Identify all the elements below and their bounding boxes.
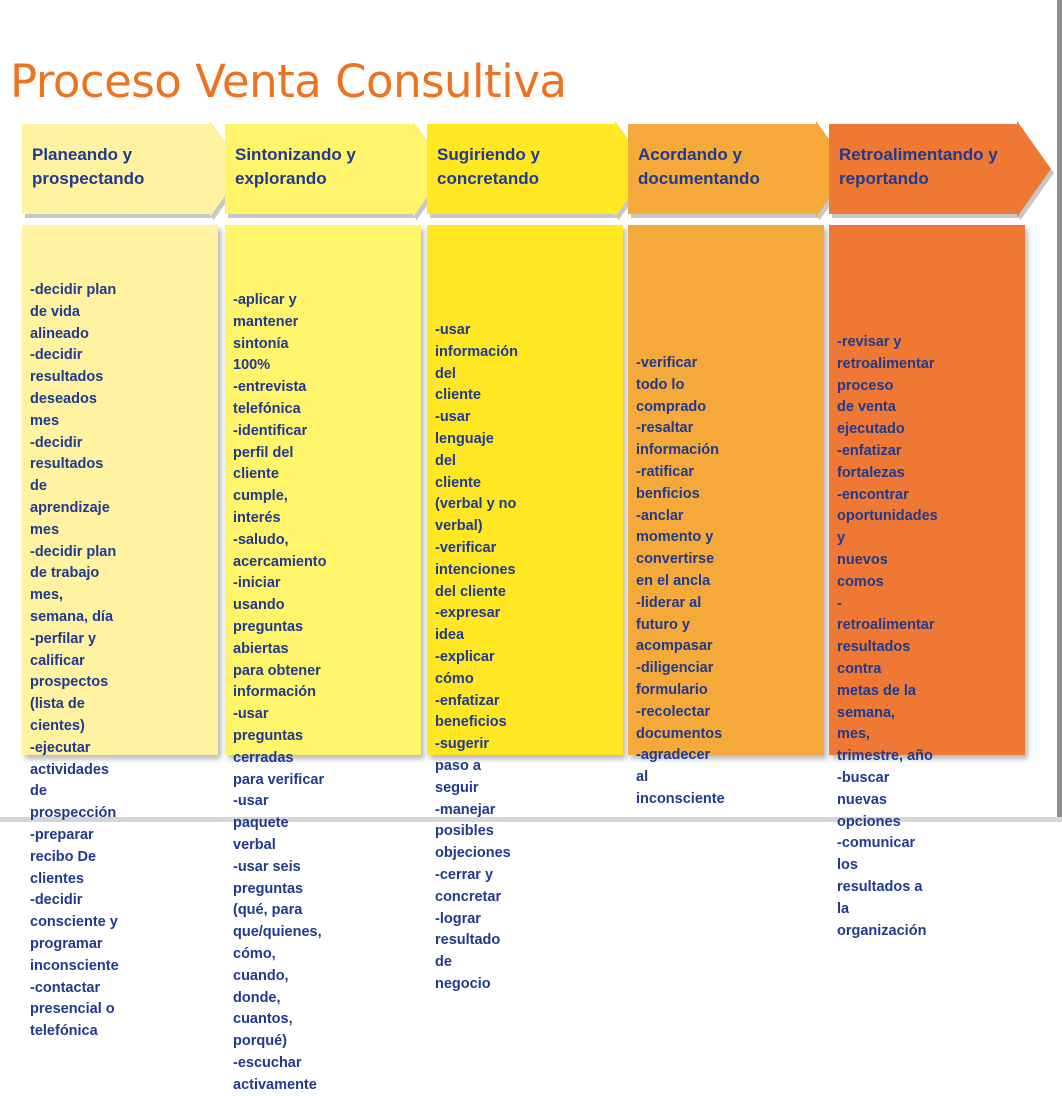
list-item: -encontrar <box>837 486 909 503</box>
stage-heading-line: prospectando <box>32 169 145 188</box>
list-item: -usar preguntas <box>233 706 304 744</box>
window-frame-right <box>1057 0 1062 822</box>
list-item: -verificar todo lo <box>636 355 698 393</box>
list-item: -diligenciar formulario <box>636 660 714 698</box>
list-item: inconsciente <box>30 957 119 974</box>
list-item: -verificar intenciones <box>435 539 516 578</box>
list-item: -saludo, acercamiento <box>233 531 327 570</box>
list-item: -decidir resultados <box>30 347 104 386</box>
list-item: negocio <box>435 975 491 992</box>
stage-heading-line: reportando <box>839 169 929 188</box>
list-item: oportunidades y <box>837 508 938 547</box>
list-item: -ratificar benficios <box>636 463 700 502</box>
stage-item-list <box>636 353 725 811</box>
list-item: mes, semana, día <box>30 587 114 625</box>
stage-heading <box>638 143 760 191</box>
list-item: acompasar <box>636 638 713 655</box>
list-item: cliente (verbal y no <box>435 474 517 513</box>
list-item: cómo, cuando, donde, <box>233 945 289 1006</box>
stage-heading-line: Sintonizando y <box>235 145 356 164</box>
list-item: resultados a la <box>837 878 923 917</box>
list-item: -anclar momento y <box>636 507 714 546</box>
list-item: -contactar presencial o <box>30 979 115 1018</box>
list-item: documentos <box>636 725 723 742</box>
list-item: -manejar posibles <box>435 801 496 840</box>
list-item: -expresar idea <box>435 605 501 644</box>
list-item: -lograr resultado de <box>435 910 501 971</box>
stage-heading-line: Sugiriendo y <box>437 145 540 164</box>
list-item: organización <box>837 922 927 939</box>
list-item: -enfatizar fortalezas <box>837 442 905 481</box>
stage-item-list <box>435 320 518 996</box>
list-item: cerradas para verificar <box>233 749 325 788</box>
list-item: -iniciar usando <box>233 575 285 614</box>
list-item: -decidir consciente y <box>30 892 118 931</box>
list-item: preguntas abiertas <box>233 618 304 657</box>
list-item: (qué, para que/quienes, <box>233 902 322 941</box>
list-item: -aplicar y mantener <box>233 292 299 330</box>
list-item: alineado <box>30 325 89 342</box>
stage-heading <box>437 143 540 191</box>
stage-item-list <box>30 280 119 1043</box>
list-item: -agradecer al <box>636 747 711 786</box>
list-item: -buscar nuevas <box>837 769 890 808</box>
list-item: clientes <box>30 870 84 887</box>
list-item: comprado <box>636 398 707 415</box>
stage-heading <box>839 143 998 191</box>
stage-heading-line: Retroalimentando y <box>839 145 998 164</box>
list-item: -escuchar activamente <box>233 1054 317 1093</box>
list-item: información <box>233 684 316 701</box>
list-item: -liderar al futuro y <box>636 594 702 633</box>
list-item: cliente <box>435 387 481 404</box>
list-item: cuantos, porqué) <box>233 1011 293 1050</box>
list-item: -identificar perfil del <box>233 422 308 461</box>
list-item: para obtener <box>233 662 321 679</box>
list-item: telefónica <box>30 1023 98 1040</box>
stage-item-list <box>837 332 938 942</box>
list-item: -recolectar <box>636 703 711 720</box>
list-item: cliente cumple, interés <box>233 466 288 526</box>
list-item: inconsciente <box>636 790 725 807</box>
list-item: programar <box>30 935 103 952</box>
list-item: -ejecutar actividades <box>30 739 109 778</box>
list-item: -sugerir paso a seguir <box>435 736 489 796</box>
list-item: de prospección <box>30 783 117 822</box>
list-item: nuevos comos <box>837 551 888 590</box>
page-title: Proceso Venta Consultiva <box>10 55 567 108</box>
list-item: -cerrar y concretar <box>435 866 502 905</box>
list-item: -revisar y <box>837 334 902 350</box>
list-item: aprendizaje mes <box>30 499 110 538</box>
stage-heading-line: Planeando y <box>32 145 133 164</box>
stage-heading-line: concretando <box>437 169 540 188</box>
list-item: -usar paquete verbal <box>233 793 289 853</box>
list-item: -decidir plan de trabajo <box>30 543 117 582</box>
list-item: -decidir plan de vida <box>30 282 117 320</box>
list-item: -usar lenguaje del <box>435 409 494 469</box>
list-item: cientes) <box>30 717 85 734</box>
list-item: mes, trimestre, año <box>837 726 933 765</box>
list-item: de venta ejecutado <box>837 399 905 438</box>
list-item: -comunicar los <box>837 835 916 874</box>
list-item: retroalimentar proceso <box>837 355 935 394</box>
list-item: prospectos (lista de <box>30 674 109 713</box>
stage-item-list <box>233 290 326 1096</box>
stage-heading-line: explorando <box>235 169 327 188</box>
list-item: sintonía 100% <box>233 335 289 374</box>
list-item: objeciones <box>435 845 511 862</box>
list-item: resultados contra <box>837 639 911 677</box>
list-item: verbal) <box>435 518 483 535</box>
list-item: -perfilar y calificar <box>30 630 97 669</box>
stage-heading <box>32 143 144 191</box>
list-item: -retroalimentar <box>837 595 935 634</box>
list-item: deseados mes <box>30 390 97 429</box>
stage-heading-line: Acordando y <box>638 145 742 164</box>
list-item: -usar seis preguntas <box>233 858 304 897</box>
list-item: -explicar cómo <box>435 648 495 687</box>
stage-heading-line: documentando <box>638 169 760 188</box>
stage-heading <box>235 143 356 191</box>
list-item: -decidir resultados de <box>30 434 104 495</box>
list-item: opciones <box>837 813 901 830</box>
list-item: convertirse en el ancla <box>636 551 715 589</box>
list-item: -preparar recibo De <box>30 826 97 865</box>
list-item: -usar información del <box>435 322 518 382</box>
list-item: -entrevista telefónica <box>233 379 307 417</box>
list-item: metas de la semana, <box>837 682 916 721</box>
list-item: -enfatizar beneficios <box>435 692 507 731</box>
list-item: del cliente <box>435 583 506 600</box>
list-item: -resaltar información <box>636 420 719 459</box>
